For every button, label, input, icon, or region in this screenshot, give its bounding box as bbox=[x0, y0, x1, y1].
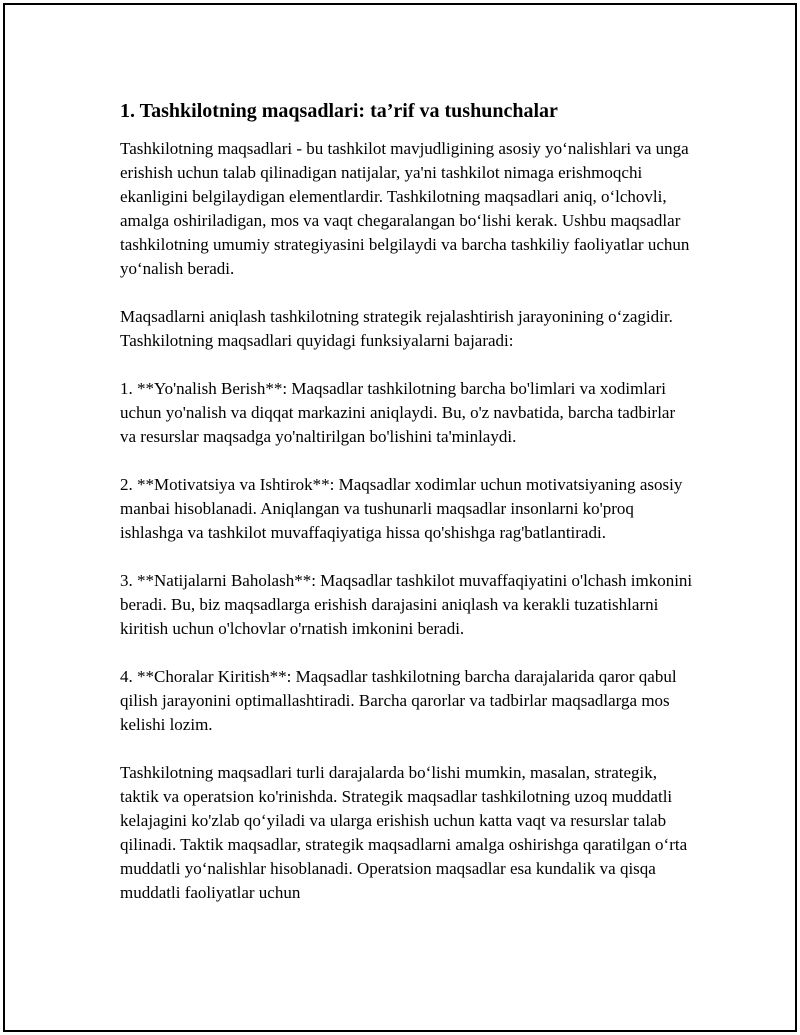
paragraph-goal-levels: Tashkilotning maqsadlari turli darajalarda boʻlishi mumkin, masalan, strategik, taktik va operatsion ko'rinishda. Strategik maqsadlar tashkilotning uzoq muddatli kelajagini ko'zlab qoʻyiladi va ularga erishish uchun katta vaqt va resurslar talab qilinadi. Taktik maqsadlar, strategik maqsadlarni amalga oshirishga qaratilgan oʻrta muddatli yoʻnalishlar hisoblanadi. Operatsion maqsadlar esa kundalik va qisqa muddatli faoliyatlar uchun bbox=[120, 763, 688, 902]
document-body bbox=[120, 99, 695, 929]
list-item-direction: 1. **Yo'nalish Berish**: Maqsadlar tashkilotning barcha bo'limlari va xodimlari uchun yo'nalish va diqqat markazini aniqlaydi. Bu, o'z navbatida, barcha tadbirlar va resurslar maqsadga yo'naltirilgan bo'lishini ta'minlaydi. bbox=[120, 379, 676, 446]
paragraph-functions-intro: Maqsadlarni aniqlash tashkilotning strategik rejalashtirish jarayonining oʻzagidir. Tashkilotning maqsadlari quyidagi funksiyalarni bajaradi: bbox=[120, 307, 673, 350]
page-frame bbox=[3, 3, 797, 1032]
list-item-motivation: 2. **Motivatsiya va Ishtirok**: Maqsadlar xodimlar uchun motivatsiyaning asosiy manbai hisoblanadi. Aniqlangan va tushunarli maqsadlar insonlarni ko'proq ishlashga va tashkilot muvaffaqiyatiga hissa qo'shishga rag'batlantiradi. bbox=[120, 475, 683, 542]
list-item-evaluation: 3. **Natijalarni Baholash**: Maqsadlar tashkilot muvaffaqiyatini o'lchash imkonini beradi. Bu, biz maqsadlarga erishish darajasini aniqlash va kerakli tuzatishlarni kiritish uchun o'lchovlar o'rnatish imkonini beradi. bbox=[120, 571, 693, 638]
section-heading: 1. Tashkilotning maqsadlari: ta’rif va tushunchalar bbox=[120, 100, 558, 122]
paragraph-definition: Tashkilotning maqsadlari - bu tashkilot mavjudligining asosiy yoʻnalishlari va unga erishish uchun talab qilinadigan natijalar, ya'ni tashkilot nimaga erishmoqchi ekanligini belgilaydigan elementlardir. Tashkilotning maqsadlari aniq, oʻlchovli, amalga oshiriladigan, mos va vaqt chegaralangan boʻlishi kerak. Ushbu maqsadlar tashkilotning umumiy strategiyasini belgilaydi va barcha tashkiliy faoliyatlar uchun yoʻnalish beradi. bbox=[120, 139, 690, 278]
list-item-decisions: 4. **Choralar Kiritish**: Maqsadlar tashkilotning barcha darajalarida qaror qabul qilish jarayonini optimallashtiradi. Barcha qarorlar va tadbirlar maqsadlarga mos kelishi lozim. bbox=[120, 667, 677, 734]
